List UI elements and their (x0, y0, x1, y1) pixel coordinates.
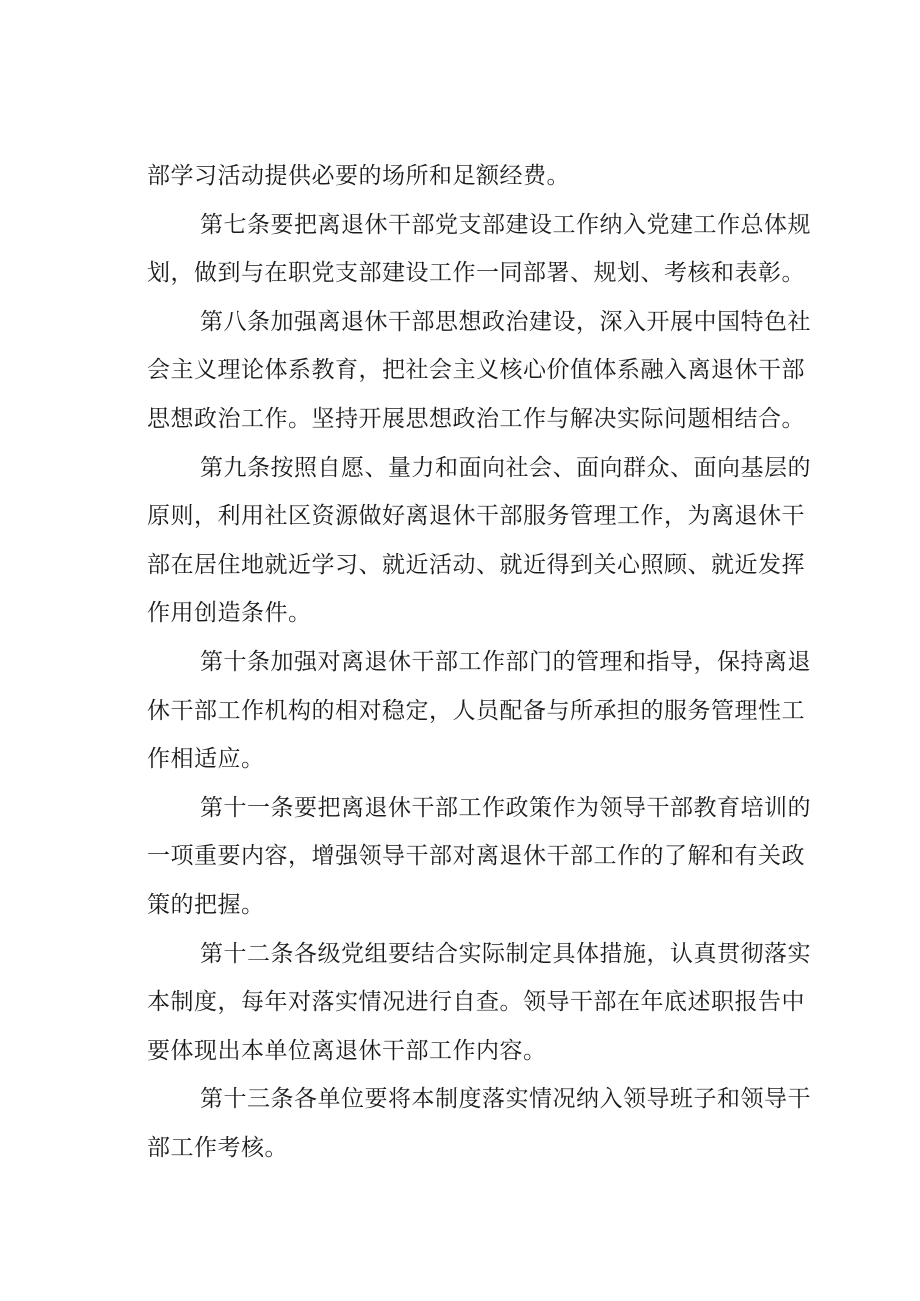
text-line: 原则，利用社区资源做好离退休干部服务管理工作，为离退休干 (147, 503, 805, 530)
text-line: 划，做到与在职党支部建设工作一同部署、规划、考核和表彰。 (147, 260, 805, 287)
text-line: 第十二条各级党组要结合实际制定具体措施，认真贯彻落实 (200, 940, 811, 967)
text-line: 要体现出本单位离退休干部工作内容。 (147, 1037, 547, 1064)
text-line: 第九条按照自愿、量力和面向社会、面向群众、面向基层的 (200, 454, 811, 481)
text-line: 休干部工作机构的相对稳定，人员配备与所承担的服务管理性工 (147, 697, 805, 724)
text-line: 第八条加强离退休干部思想政治建设，深入开展中国特色社 (200, 308, 811, 335)
text-line: 策的把握。 (147, 891, 265, 918)
text-line: 会主义理论体系教育，把社会主义核心价值体系融入离退休干部 (147, 357, 805, 384)
text-line: 一项重要内容，增强领导干部对离退休干部工作的了解和有关政 (147, 843, 805, 870)
text-line: 部学习活动提供必要的场所和足额经费。 (147, 163, 570, 189)
text-line: 思想政治工作。坚持开展思想政治工作与解决实际问题相结合。 (147, 405, 805, 432)
text-line: 第十条加强对离退休干部工作部门的管理和指导，保持离退 (200, 648, 811, 675)
text-line: 作用创造条件。 (147, 600, 312, 627)
text-line: 第七条要把离退休干部党支部建设工作纳入党建工作总体规 (200, 211, 811, 238)
text-line: 本制度，每年对落实情况进行自查。领导干部在年底述职报告中 (147, 989, 805, 1016)
text-line: 作相适应。 (147, 746, 265, 773)
document-body (147, 152, 811, 1172)
text-line: 部工作考核。 (147, 1134, 288, 1161)
text-line: 第十三条各单位要将本制度落实情况纳入领导班子和领导干 (200, 1086, 811, 1113)
text-line: 部在居住地就近学习、就近活动、就近得到关心照顾、就近发挥 (147, 551, 805, 578)
text-line: 第十一条要把离退休干部工作政策作为领导干部教育培训的 (200, 794, 811, 821)
